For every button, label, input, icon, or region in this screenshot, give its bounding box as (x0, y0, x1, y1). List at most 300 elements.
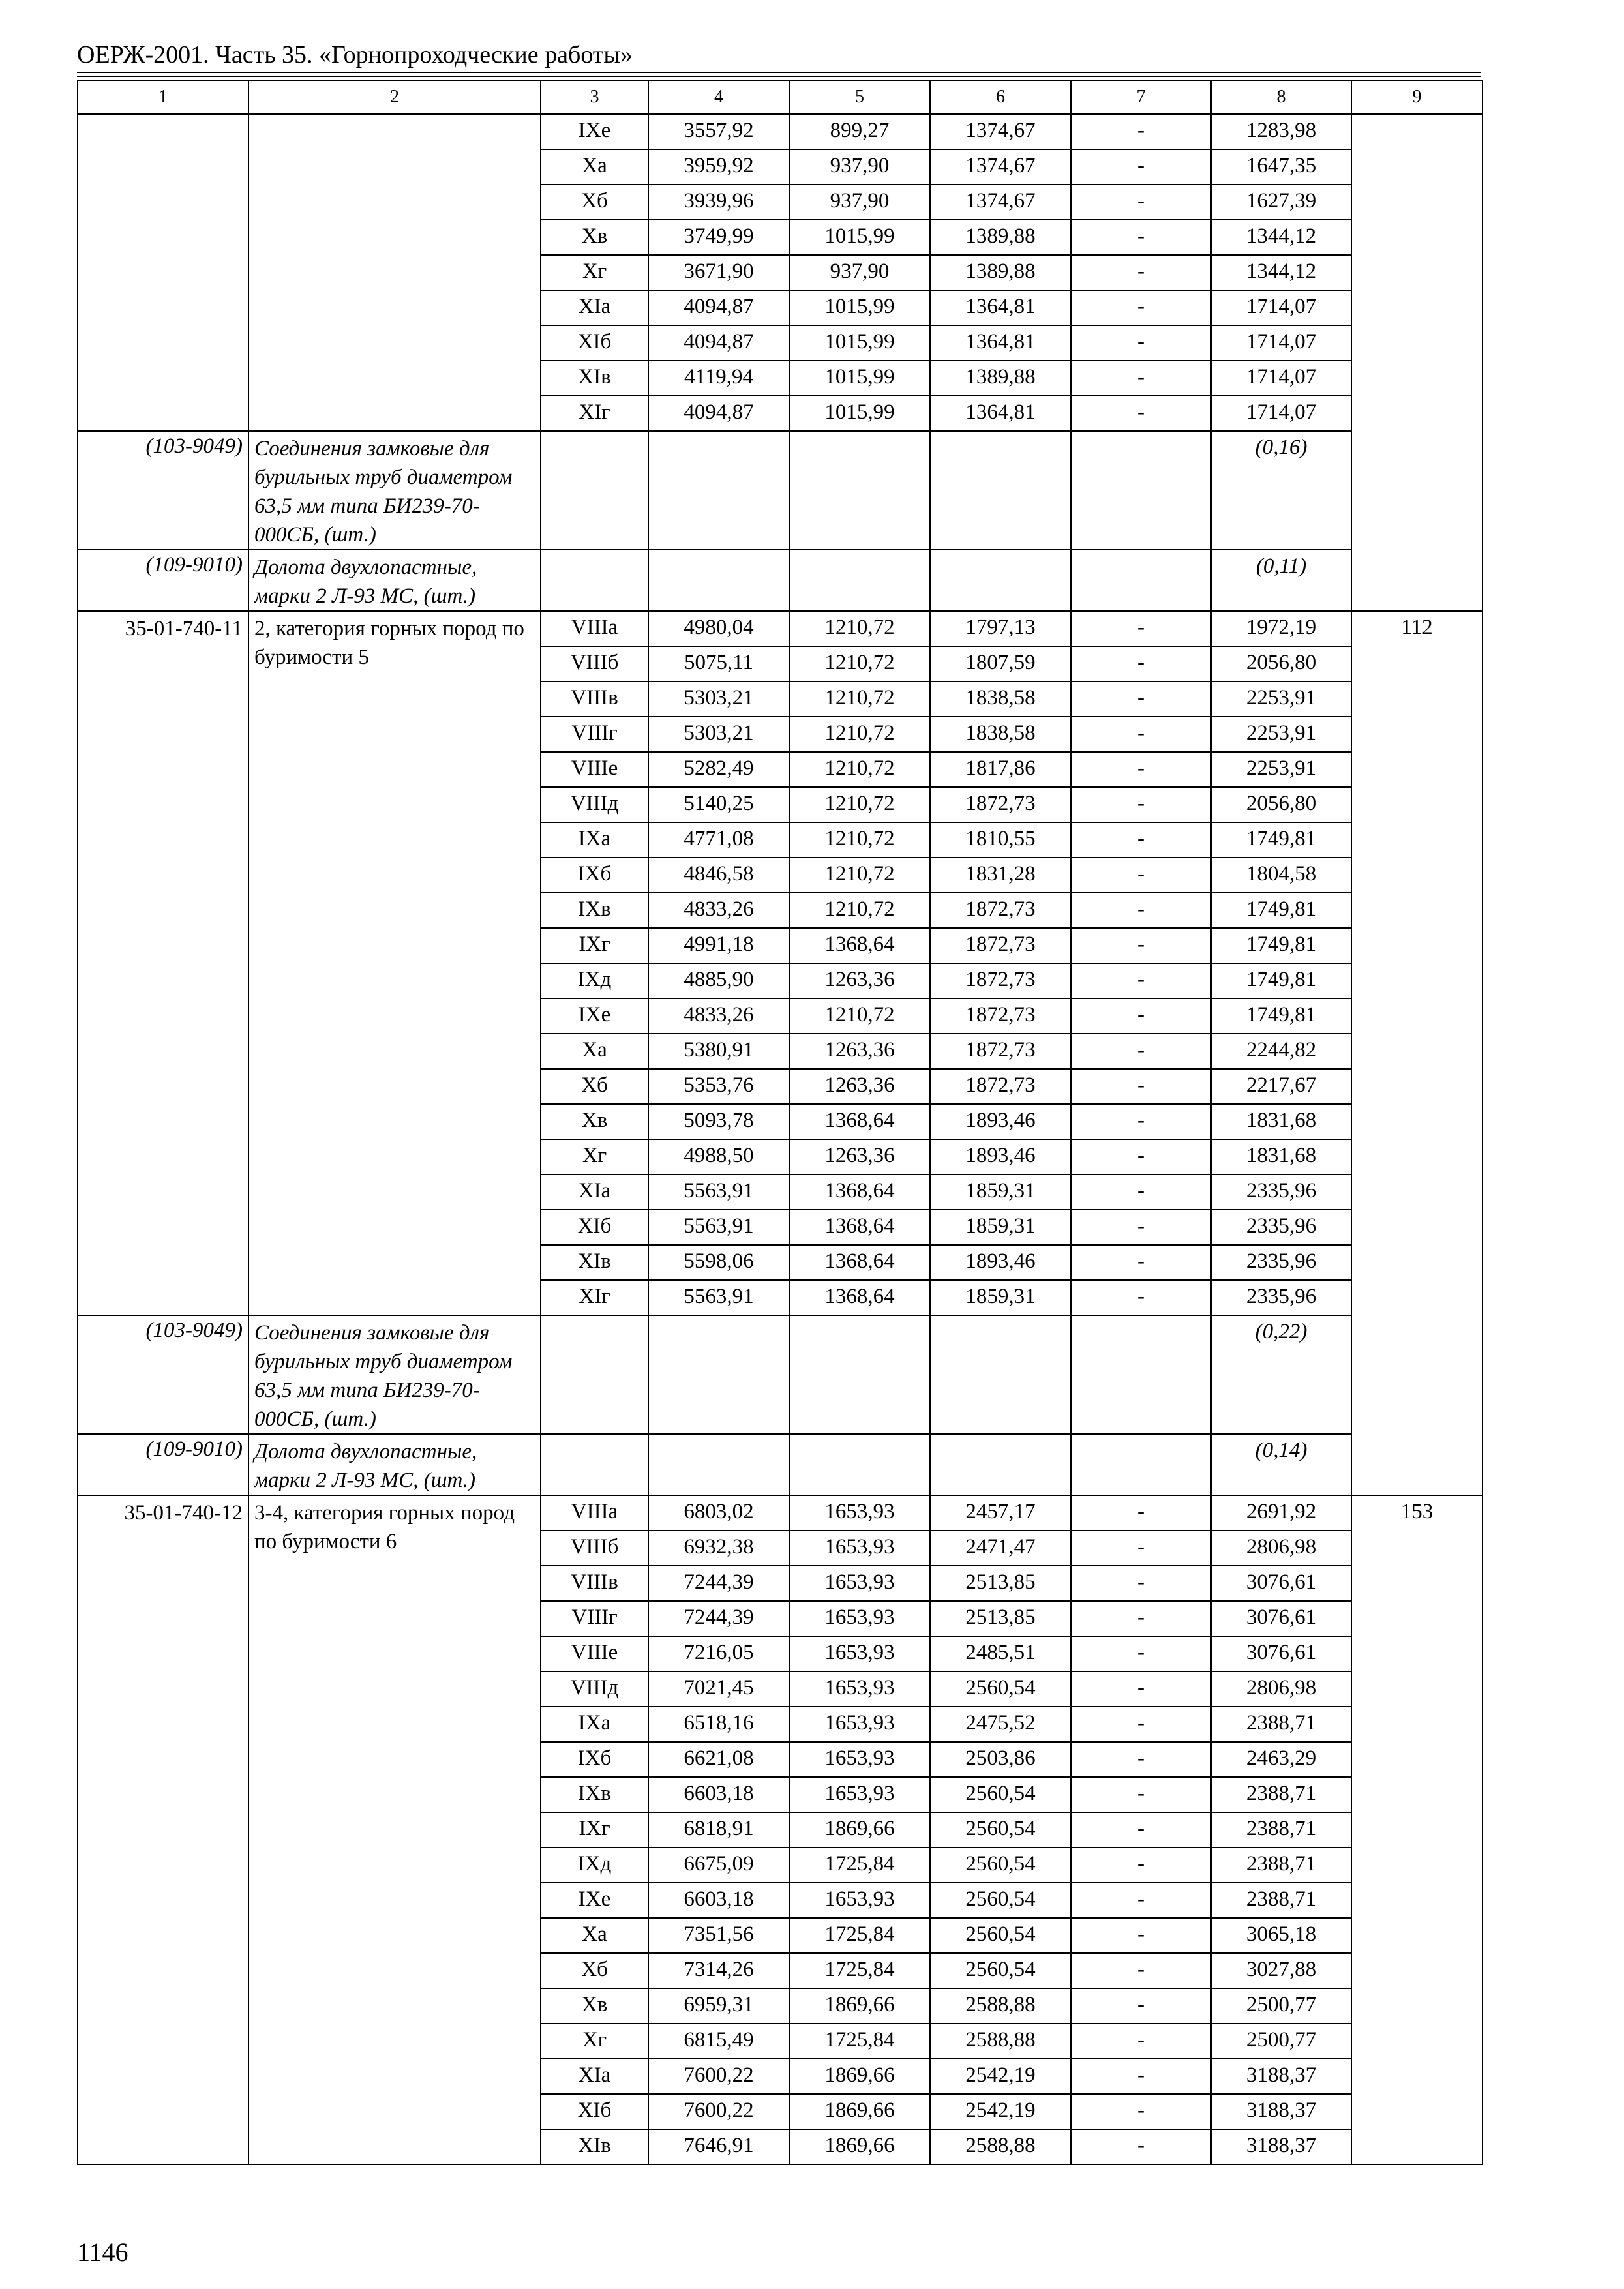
empty-cell (1071, 550, 1211, 611)
value-cell: XIв (541, 361, 648, 396)
value-cell: - (1071, 717, 1211, 752)
value-cell: - (1071, 396, 1211, 431)
value-cell: 5093,78 (648, 1104, 789, 1139)
value-cell: 1374,67 (930, 185, 1071, 220)
value-cell: 1893,46 (930, 1245, 1071, 1280)
value-cell: 2485,51 (930, 1636, 1071, 1671)
value-cell: 899,27 (789, 114, 930, 149)
value-cell: Xв (541, 1988, 648, 2024)
value-cell: 937,90 (789, 185, 930, 220)
value-cell: 1749,81 (1211, 822, 1351, 858)
material-name: Соединения замковые для бурильных труб диаметром 63,5 мм типа БИ239-70-000СБ, (шт.) (248, 1315, 541, 1434)
value-cell: 1714,07 (1211, 325, 1351, 361)
value-cell: 4846,58 (648, 858, 789, 893)
value-cell: 6803,02 (648, 1495, 789, 1531)
value-cell: IXг (541, 928, 648, 963)
value-cell: 937,90 (789, 149, 930, 185)
value-cell: - (1071, 963, 1211, 998)
value-cell: 1263,36 (789, 963, 930, 998)
value-cell: 2513,85 (930, 1601, 1071, 1636)
value-cell: 1210,72 (789, 646, 930, 681)
column-number-row (78, 80, 1482, 114)
value-cell: 1859,31 (930, 1174, 1071, 1210)
value-cell: XIб (541, 325, 648, 361)
value-cell: - (1071, 255, 1211, 290)
value-cell: 3671,90 (648, 255, 789, 290)
value-cell: - (1071, 1139, 1211, 1174)
value-cell: - (1071, 998, 1211, 1034)
value-cell: 1872,73 (930, 1069, 1071, 1104)
material-code: (109-9010) (78, 1434, 248, 1495)
value-cell: 1368,64 (789, 1104, 930, 1139)
empty-cell (930, 431, 1071, 550)
value-cell: 2691,92 (1211, 1495, 1351, 1531)
value-cell: 1210,72 (789, 752, 930, 787)
column-number: 6 (930, 80, 1071, 114)
value-cell: - (1071, 858, 1211, 893)
value-cell: XIб (541, 1210, 648, 1245)
description-cell (248, 1495, 541, 2164)
value-cell: 1263,36 (789, 1069, 930, 1104)
empty-cell (930, 1315, 1071, 1434)
value-cell: - (1071, 1566, 1211, 1601)
material-qty: (0,14) (1211, 1434, 1351, 1495)
value-cell: XIв (541, 1245, 648, 1280)
material-name: Долота двухлопастные, марки 2 Л-93 МС, (шт.) (248, 550, 541, 611)
empty-cell (541, 1315, 648, 1434)
value-cell: - (1071, 928, 1211, 963)
value-cell: XIг (541, 396, 648, 431)
value-cell: - (1071, 1104, 1211, 1139)
value-cell: IXб (541, 858, 648, 893)
value-cell: - (1071, 646, 1211, 681)
value-cell: VIIIв (541, 681, 648, 717)
value-cell: 1872,73 (930, 928, 1071, 963)
material-code: (109-9010) (78, 550, 248, 611)
value-cell: - (1071, 2129, 1211, 2164)
value-cell: 1872,73 (930, 963, 1071, 998)
value-cell: 1015,99 (789, 290, 930, 325)
value-cell: - (1071, 149, 1211, 185)
value-cell: 1817,86 (930, 752, 1071, 787)
value-cell: 5563,91 (648, 1210, 789, 1245)
value-cell: 2253,91 (1211, 752, 1351, 787)
column-number: 7 (1071, 80, 1211, 114)
value-cell: 1364,81 (930, 290, 1071, 325)
material-row (78, 431, 1482, 550)
value-cell: - (1071, 1707, 1211, 1742)
value-cell: 1368,64 (789, 1174, 930, 1210)
empty-cell (648, 1434, 789, 1495)
page-title: ОЕРЖ-2001. Часть 35. «Горнопроходческие работы» (77, 41, 633, 68)
value-cell: 1015,99 (789, 325, 930, 361)
value-cell: 1831,28 (930, 858, 1071, 893)
value-cell: 1714,07 (1211, 396, 1351, 431)
value-cell: 2560,54 (930, 1918, 1071, 1953)
value-cell: 2253,91 (1211, 717, 1351, 752)
value-cell: VIIIд (541, 1671, 648, 1707)
value-cell: 1210,72 (789, 787, 930, 822)
value-cell: IXв (541, 1777, 648, 1812)
value-cell: 1653,93 (789, 1495, 930, 1531)
value-cell: - (1071, 2024, 1211, 2059)
value-cell: 2457,17 (930, 1495, 1071, 1531)
value-cell: VIIIг (541, 717, 648, 752)
value-cell: 2335,96 (1211, 1280, 1351, 1315)
value-cell: 1714,07 (1211, 361, 1351, 396)
value-cell: XIб (541, 2094, 648, 2129)
value-cell: 7244,39 (648, 1601, 789, 1636)
value-cell: 2588,88 (930, 2129, 1071, 2164)
value-cell: 1872,73 (930, 893, 1071, 928)
value-cell: 3065,18 (1211, 1918, 1351, 1953)
empty-cell (648, 550, 789, 611)
column-number: 3 (541, 80, 648, 114)
value-cell: 7216,05 (648, 1636, 789, 1671)
value-cell: 2335,96 (1211, 1210, 1351, 1245)
value-cell: - (1071, 114, 1211, 149)
value-cell: 2056,80 (1211, 787, 1351, 822)
value-cell: 1210,72 (789, 681, 930, 717)
empty-cell (541, 550, 648, 611)
rates-table (77, 80, 1483, 2165)
value-cell: 4988,50 (648, 1139, 789, 1174)
value-cell: - (1071, 1174, 1211, 1210)
value-cell: 2560,54 (930, 1883, 1071, 1918)
value-cell: 6818,91 (648, 1812, 789, 1848)
value-cell: IXд (541, 1848, 648, 1883)
empty-cell (930, 550, 1071, 611)
table-body (78, 80, 1482, 2164)
value-cell: 1714,07 (1211, 290, 1351, 325)
value-cell: 1344,12 (1211, 220, 1351, 255)
value-cell: 2542,19 (930, 2094, 1071, 2129)
value-cell: 1872,73 (930, 1034, 1071, 1069)
work-description: 3-4, категория горных пород по буримости 6 (254, 1501, 515, 1553)
value-cell: 2388,71 (1211, 1848, 1351, 1883)
value-cell: 1653,93 (789, 1671, 930, 1707)
value-cell: 3749,99 (648, 220, 789, 255)
value-cell: 1653,93 (789, 1566, 930, 1601)
value-cell: 1972,19 (1211, 611, 1351, 646)
value-cell: - (1071, 1636, 1211, 1671)
value-cell: 1869,66 (789, 2094, 930, 2129)
value-cell: VIIIа (541, 1495, 648, 1531)
value-cell: 1364,81 (930, 396, 1071, 431)
value-cell: 7600,22 (648, 2059, 789, 2094)
value-cell: Xв (541, 220, 648, 255)
value-cell: 3188,37 (1211, 2059, 1351, 2094)
value-cell: 5563,91 (648, 1174, 789, 1210)
value-cell: 4094,87 (648, 325, 789, 361)
value-cell: - (1071, 2094, 1211, 2129)
value-cell: 1653,93 (789, 1601, 930, 1636)
value-cell: Xб (541, 1953, 648, 1988)
value-cell: 1859,31 (930, 1280, 1071, 1315)
value-cell: - (1071, 1245, 1211, 1280)
value-cell: 3076,61 (1211, 1566, 1351, 1601)
value-cell: 6621,08 (648, 1742, 789, 1777)
rate-code-cell (78, 114, 248, 431)
value-cell: 7646,91 (648, 2129, 789, 2164)
value-cell: IXд (541, 963, 648, 998)
material-name: Соединения замковые для бурильных труб диаметром 63,5 мм типа БИ239-70-000СБ, (шт.) (248, 431, 541, 550)
value-cell: 6932,38 (648, 1531, 789, 1566)
empty-cell (789, 1315, 930, 1434)
value-cell: - (1071, 1495, 1211, 1531)
material-qty: (0,22) (1211, 1315, 1351, 1434)
value-cell: Xа (541, 1034, 648, 1069)
value-cell: 1749,81 (1211, 893, 1351, 928)
value-cell: 3076,61 (1211, 1601, 1351, 1636)
value-cell: 2056,80 (1211, 646, 1351, 681)
value-cell: VIIIб (541, 1531, 648, 1566)
value-cell: VIIIе (541, 1636, 648, 1671)
value-cell: 6675,09 (648, 1848, 789, 1883)
value-cell: IXв (541, 893, 648, 928)
value-cell: 1653,93 (789, 1636, 930, 1671)
empty-cell (1071, 431, 1211, 550)
value-cell: 2335,96 (1211, 1174, 1351, 1210)
value-cell: 2217,67 (1211, 1069, 1351, 1104)
value-cell: 1869,66 (789, 2059, 930, 2094)
value-cell: 2560,54 (930, 1848, 1071, 1883)
value-cell: 2244,82 (1211, 1034, 1351, 1069)
value-cell: - (1071, 361, 1211, 396)
value-cell: 1838,58 (930, 681, 1071, 717)
value-cell: 2560,54 (930, 1777, 1071, 1812)
value-cell: - (1071, 1918, 1211, 1953)
value-cell: 1804,58 (1211, 858, 1351, 893)
value-cell: 1389,88 (930, 220, 1071, 255)
value-cell: 1210,72 (789, 822, 930, 858)
value-cell: 5598,06 (648, 1245, 789, 1280)
value-cell: 1653,93 (789, 1777, 930, 1812)
empty-cell (789, 550, 930, 611)
value-cell: 1015,99 (789, 396, 930, 431)
empty-cell (648, 431, 789, 550)
value-cell: - (1071, 1883, 1211, 1918)
value-cell: 2471,47 (930, 1531, 1071, 1566)
value-cell: 937,90 (789, 255, 930, 290)
table-row (78, 1495, 1482, 1531)
header-rule-double (77, 76, 1481, 77)
description-cell (248, 114, 541, 431)
value-cell: XIа (541, 290, 648, 325)
value-cell: - (1071, 1953, 1211, 1988)
value-cell: 1283,98 (1211, 114, 1351, 149)
col9-cell (1351, 114, 1482, 611)
value-cell: 1374,67 (930, 114, 1071, 149)
value-cell: Xг (541, 255, 648, 290)
value-cell: 6603,18 (648, 1777, 789, 1812)
value-cell: 1210,72 (789, 893, 930, 928)
value-cell: 2560,54 (930, 1953, 1071, 1988)
value-cell: 2542,19 (930, 2059, 1071, 2094)
value-cell: 2388,71 (1211, 1707, 1351, 1742)
value-cell: 4094,87 (648, 396, 789, 431)
empty-cell (541, 431, 648, 550)
value-cell: 1263,36 (789, 1139, 930, 1174)
empty-cell (648, 1315, 789, 1434)
value-cell: 1869,66 (789, 2129, 930, 2164)
description-cell (248, 611, 541, 1315)
value-cell: - (1071, 1671, 1211, 1707)
value-cell: - (1071, 1742, 1211, 1777)
value-cell: 5563,91 (648, 1280, 789, 1315)
value-cell: 1831,68 (1211, 1104, 1351, 1139)
value-cell: Xв (541, 1104, 648, 1139)
value-cell: 1015,99 (789, 361, 930, 396)
value-cell: 6518,16 (648, 1707, 789, 1742)
table-row (78, 611, 1482, 646)
value-cell: 1749,81 (1211, 963, 1351, 998)
value-cell: 1893,46 (930, 1139, 1071, 1174)
value-cell: 1368,64 (789, 1280, 930, 1315)
empty-cell (930, 1434, 1071, 1495)
header-rule (77, 72, 1481, 73)
value-cell: - (1071, 1531, 1211, 1566)
value-cell: 3076,61 (1211, 1636, 1351, 1671)
value-cell: 4771,08 (648, 822, 789, 858)
material-qty: (0,16) (1211, 431, 1351, 550)
value-cell: - (1071, 1812, 1211, 1848)
value-cell: 2388,71 (1211, 1883, 1351, 1918)
value-cell: 2806,98 (1211, 1531, 1351, 1566)
value-cell: - (1071, 752, 1211, 787)
value-cell: 6959,31 (648, 1988, 789, 2024)
value-cell: 1872,73 (930, 998, 1071, 1034)
value-cell: VIIIб (541, 646, 648, 681)
value-cell: 1647,35 (1211, 149, 1351, 185)
value-cell: 5353,76 (648, 1069, 789, 1104)
column-number: 4 (648, 80, 789, 114)
value-cell: XIа (541, 2059, 648, 2094)
value-cell: 1810,55 (930, 822, 1071, 858)
value-cell: 7314,26 (648, 1953, 789, 1988)
value-cell: XIг (541, 1280, 648, 1315)
value-cell: XIв (541, 2129, 648, 2164)
rate-code-cell (78, 1495, 248, 2164)
value-cell: 1807,59 (930, 646, 1071, 681)
value-cell: 1210,72 (789, 858, 930, 893)
empty-cell (789, 431, 930, 550)
empty-cell (1071, 1315, 1211, 1434)
value-cell: IXе (541, 114, 648, 149)
material-row (78, 550, 1482, 611)
value-cell: 3188,37 (1211, 2094, 1351, 2129)
value-cell: 5282,49 (648, 752, 789, 787)
value-cell: 2463,29 (1211, 1742, 1351, 1777)
value-cell: 2388,71 (1211, 1812, 1351, 1848)
value-cell: 3959,92 (648, 149, 789, 185)
value-cell: 5303,21 (648, 717, 789, 752)
empty-cell (789, 1434, 930, 1495)
value-cell: 1653,93 (789, 1531, 930, 1566)
value-cell: 1749,81 (1211, 928, 1351, 963)
value-cell: - (1071, 787, 1211, 822)
empty-cell (1071, 1434, 1211, 1495)
value-cell: 1749,81 (1211, 998, 1351, 1034)
value-cell: 1725,84 (789, 1918, 930, 1953)
value-cell: 4119,94 (648, 361, 789, 396)
column-number: 1 (78, 80, 248, 114)
value-cell: 1725,84 (789, 2024, 930, 2059)
value-cell: - (1071, 1069, 1211, 1104)
value-cell: 1797,13 (930, 611, 1071, 646)
value-cell: IXб (541, 1742, 648, 1777)
value-cell: - (1071, 325, 1211, 361)
value-cell: - (1071, 822, 1211, 858)
value-cell: VIIIв (541, 1566, 648, 1601)
material-row (78, 1315, 1482, 1434)
value-cell: - (1071, 681, 1211, 717)
value-cell: 2560,54 (930, 1812, 1071, 1848)
value-cell: 4094,87 (648, 290, 789, 325)
value-cell: 1374,67 (930, 149, 1071, 185)
value-cell: 3557,92 (648, 114, 789, 149)
value-cell: 1263,36 (789, 1034, 930, 1069)
value-cell: - (1071, 2059, 1211, 2094)
value-cell: 1344,12 (1211, 255, 1351, 290)
column-number: 5 (789, 80, 930, 114)
value-cell: 1893,46 (930, 1104, 1071, 1139)
value-cell: - (1071, 1601, 1211, 1636)
material-name: Долота двухлопастные, марки 2 Л-93 МС, (шт.) (248, 1434, 541, 1495)
value-cell: 1869,66 (789, 1812, 930, 1848)
value-cell: IXе (541, 998, 648, 1034)
value-cell: 2806,98 (1211, 1671, 1351, 1707)
value-cell: IXг (541, 1812, 648, 1848)
value-cell: 1389,88 (930, 255, 1071, 290)
value-cell: - (1071, 185, 1211, 220)
value-cell: - (1071, 220, 1211, 255)
value-cell: 4833,26 (648, 998, 789, 1034)
value-cell: 1210,72 (789, 998, 930, 1034)
value-cell: 3188,37 (1211, 2129, 1351, 2164)
value-cell: Xб (541, 185, 648, 220)
work-description: 2, категория горных пород по буримости 5 (254, 617, 524, 669)
value-cell: 2253,91 (1211, 681, 1351, 717)
value-cell: - (1071, 1034, 1211, 1069)
value-cell: 5380,91 (648, 1034, 789, 1069)
value-cell: 1725,84 (789, 1848, 930, 1883)
value-cell: - (1071, 1848, 1211, 1883)
col9-cell: 112 (1351, 611, 1482, 1495)
value-cell: 7351,56 (648, 1918, 789, 1953)
rate-code: 35-01-740-11 (125, 617, 243, 640)
value-cell: - (1071, 611, 1211, 646)
value-cell: 1364,81 (930, 325, 1071, 361)
value-cell: 1368,64 (789, 1245, 930, 1280)
value-cell: 1859,31 (930, 1210, 1071, 1245)
material-code: (103-9049) (78, 1315, 248, 1434)
value-cell: 1210,72 (789, 611, 930, 646)
value-cell: 2588,88 (930, 2024, 1071, 2059)
value-cell: - (1071, 290, 1211, 325)
value-cell: 1368,64 (789, 1210, 930, 1245)
value-cell: 1015,99 (789, 220, 930, 255)
value-cell: IXа (541, 1707, 648, 1742)
value-cell: 4833,26 (648, 893, 789, 928)
value-cell: 5303,21 (648, 681, 789, 717)
value-cell: 4991,18 (648, 928, 789, 963)
value-cell: 6603,18 (648, 1883, 789, 1918)
value-cell: VIIIг (541, 1601, 648, 1636)
value-cell: 5075,11 (648, 646, 789, 681)
value-cell: VIIIе (541, 752, 648, 787)
empty-cell (541, 1434, 648, 1495)
